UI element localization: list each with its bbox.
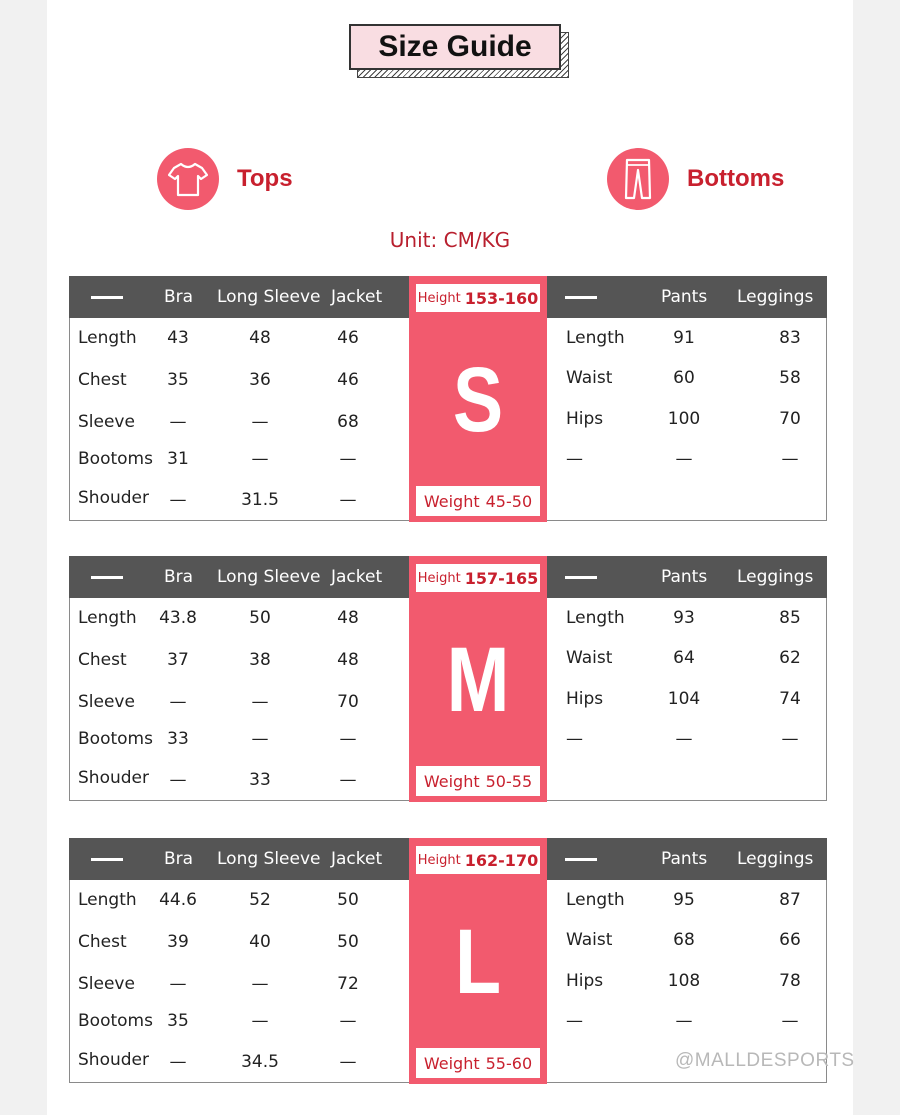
- table-cell: 48: [249, 328, 271, 348]
- header-dash-bottoms: [565, 858, 597, 861]
- table-cell: 60: [673, 368, 695, 388]
- header-cell: Bra: [164, 849, 194, 869]
- row-label: Length: [566, 328, 625, 348]
- height-range-box: [416, 284, 540, 312]
- table-cell: —: [781, 1011, 799, 1031]
- table-cell: —: [251, 412, 269, 432]
- table-cell: 36: [249, 370, 271, 390]
- table-cell: 48: [337, 650, 359, 670]
- table-cell: 33: [249, 770, 271, 790]
- table-cell: 68: [673, 930, 695, 950]
- height-range-box: [416, 564, 540, 592]
- header-cell: Leggings: [737, 849, 814, 869]
- table-cell: 78: [779, 971, 801, 991]
- row-label: Chest: [78, 650, 127, 670]
- table-cell: 91: [673, 328, 695, 348]
- table-cell: 72: [337, 974, 359, 994]
- weight-range: 55-60: [485, 1053, 533, 1073]
- table-cell: 35: [167, 1011, 189, 1031]
- row-label: Length: [566, 608, 625, 628]
- table-cell: 37: [167, 650, 189, 670]
- header-dash-tops: [91, 576, 123, 579]
- row-label: Sleeve: [78, 692, 135, 712]
- table-cell: 64: [673, 648, 695, 668]
- pants-icon: [607, 148, 669, 210]
- table-cell: —: [169, 692, 187, 712]
- header-cell: Jacket: [331, 567, 383, 587]
- height-range: 153-160: [464, 288, 539, 308]
- table-cell: —: [339, 729, 357, 749]
- row-label: Length: [78, 608, 137, 628]
- row-label: Waist: [566, 368, 613, 388]
- table-cell: 46: [337, 328, 359, 348]
- table-cell: —: [339, 490, 357, 510]
- table-cell: 43: [167, 328, 189, 348]
- size-column: [409, 556, 547, 802]
- row-label: Chest: [78, 932, 127, 952]
- table-cell: —: [675, 1011, 693, 1031]
- header-dash-tops: [91, 858, 123, 861]
- row-label: Hips: [566, 689, 604, 709]
- row-label: Waist: [566, 930, 613, 950]
- weight-label: Weight: [423, 771, 480, 791]
- table-cell: —: [169, 412, 187, 432]
- table-cell: 38: [249, 650, 271, 670]
- header-dash-tops: [91, 296, 123, 299]
- table-cell: 33: [167, 729, 189, 749]
- weight-label: Weight: [423, 491, 480, 511]
- size-block-l: [69, 838, 827, 1084]
- page-title: Size Guide: [349, 24, 561, 70]
- height-range-box: [416, 846, 540, 874]
- table-cell: 87: [779, 890, 801, 910]
- table-cell: 44.6: [159, 890, 197, 910]
- header-cell: Long Sleeve: [217, 287, 321, 307]
- row-label: Chest: [78, 370, 127, 390]
- table-cell: 68: [337, 412, 359, 432]
- category-bottoms-label: Bottoms: [687, 165, 785, 192]
- header-cell: Long Sleeve: [217, 567, 321, 587]
- header-cell: Long Sleeve: [217, 849, 321, 869]
- table-cell: —: [251, 449, 269, 469]
- table-cell: 70: [779, 409, 801, 429]
- table-cell: —: [251, 692, 269, 712]
- row-label: Bootoms: [78, 1011, 153, 1031]
- category-tops: [157, 148, 293, 210]
- header-cell: Leggings: [737, 287, 814, 307]
- table-cell: —: [169, 490, 187, 510]
- header-cell: Pants: [661, 849, 708, 869]
- header-cell: Bra: [164, 287, 194, 307]
- table-cell: 50: [249, 608, 271, 628]
- table-cell: 34.5: [241, 1052, 279, 1072]
- table-cell: —: [339, 449, 357, 469]
- table-cell: 62: [779, 648, 801, 668]
- height-label: Height: [417, 290, 461, 306]
- table-cell: 50: [337, 890, 359, 910]
- table-cell: —: [675, 729, 693, 749]
- table-cell: —: [251, 729, 269, 749]
- header-cell: Pants: [661, 287, 708, 307]
- table-cell: —: [169, 1052, 187, 1072]
- weight-range: 50-55: [485, 771, 533, 791]
- height-range: 157-165: [464, 568, 539, 588]
- row-label: —: [566, 449, 583, 469]
- table-cell: 35: [167, 370, 189, 390]
- table-cell: 66: [779, 930, 801, 950]
- row-label: —: [566, 729, 583, 749]
- size-letter: L: [454, 911, 502, 1013]
- row-label: Hips: [566, 971, 604, 991]
- table-cell: 104: [667, 689, 701, 709]
- weight-label: Weight: [423, 1053, 480, 1073]
- table-cell: 93: [673, 608, 695, 628]
- row-label: Shouder: [78, 1050, 149, 1070]
- table-cell: —: [169, 974, 187, 994]
- table-cell: 85: [779, 608, 801, 628]
- row-label: Sleeve: [78, 974, 135, 994]
- header-cell: Jacket: [331, 849, 383, 869]
- table-cell: 48: [337, 608, 359, 628]
- size-letter: M: [446, 629, 510, 731]
- size-block-s: [69, 276, 827, 522]
- category-tops-label: Tops: [237, 165, 293, 192]
- table-cell: 31.5: [241, 490, 279, 510]
- table-cell: 43.8: [159, 608, 197, 628]
- table-cell: 58: [779, 368, 801, 388]
- header-cell: Pants: [661, 567, 708, 587]
- row-label: Bootoms: [78, 729, 153, 749]
- table-cell: 95: [673, 890, 695, 910]
- table-cell: 40: [249, 932, 271, 952]
- table-cell: —: [781, 449, 799, 469]
- category-bottoms: [607, 148, 784, 210]
- header-dash-bottoms: [565, 576, 597, 579]
- header-cell: Bra: [164, 567, 194, 587]
- table-cell: —: [251, 1011, 269, 1031]
- weight-range-box: [416, 766, 540, 796]
- title-banner: [349, 24, 569, 76]
- row-label: Shouder: [78, 488, 149, 508]
- row-label: Waist: [566, 648, 613, 668]
- table-cell: 108: [667, 971, 701, 991]
- unit-label: Unit: CM/KG: [389, 228, 511, 252]
- table-cell: —: [339, 1011, 357, 1031]
- table-cell: 100: [667, 409, 701, 429]
- weight-range: 45-50: [485, 491, 533, 511]
- header-cell: Jacket: [331, 287, 383, 307]
- table-cell: —: [169, 770, 187, 790]
- table-cell: 39: [167, 932, 189, 952]
- header-cell: Leggings: [737, 567, 814, 587]
- row-label: Length: [566, 890, 625, 910]
- tshirt-icon: [157, 148, 219, 210]
- header-dash-bottoms: [565, 296, 597, 299]
- watermark: @MALLDESPORTS: [675, 1050, 855, 1071]
- size-column: [409, 276, 547, 522]
- table-cell: —: [339, 1052, 357, 1072]
- size-letter: S: [452, 349, 504, 451]
- height-range: 162-170: [464, 850, 539, 870]
- size-block-m: [69, 556, 827, 802]
- table-cell: 46: [337, 370, 359, 390]
- row-label: Length: [78, 328, 137, 348]
- table-cell: —: [675, 449, 693, 469]
- row-label: Sleeve: [78, 412, 135, 432]
- table-cell: 50: [337, 932, 359, 952]
- row-label: Hips: [566, 409, 604, 429]
- height-label: Height: [417, 570, 461, 586]
- size-column: [409, 838, 547, 1084]
- table-cell: 83: [779, 328, 801, 348]
- height-label: Height: [417, 852, 461, 868]
- weight-range-box: [416, 1048, 540, 1078]
- table-cell: —: [339, 770, 357, 790]
- weight-range-box: [416, 486, 540, 516]
- table-cell: 52: [249, 890, 271, 910]
- table-cell: 74: [779, 689, 801, 709]
- row-label: Shouder: [78, 768, 149, 788]
- size-guide-page: [47, 0, 853, 1115]
- table-cell: 31: [167, 449, 189, 469]
- table-cell: —: [781, 729, 799, 749]
- table-cell: 70: [337, 692, 359, 712]
- row-label: —: [566, 1011, 583, 1031]
- row-label: Bootoms: [78, 449, 153, 469]
- row-label: Length: [78, 890, 137, 910]
- table-cell: —: [251, 974, 269, 994]
